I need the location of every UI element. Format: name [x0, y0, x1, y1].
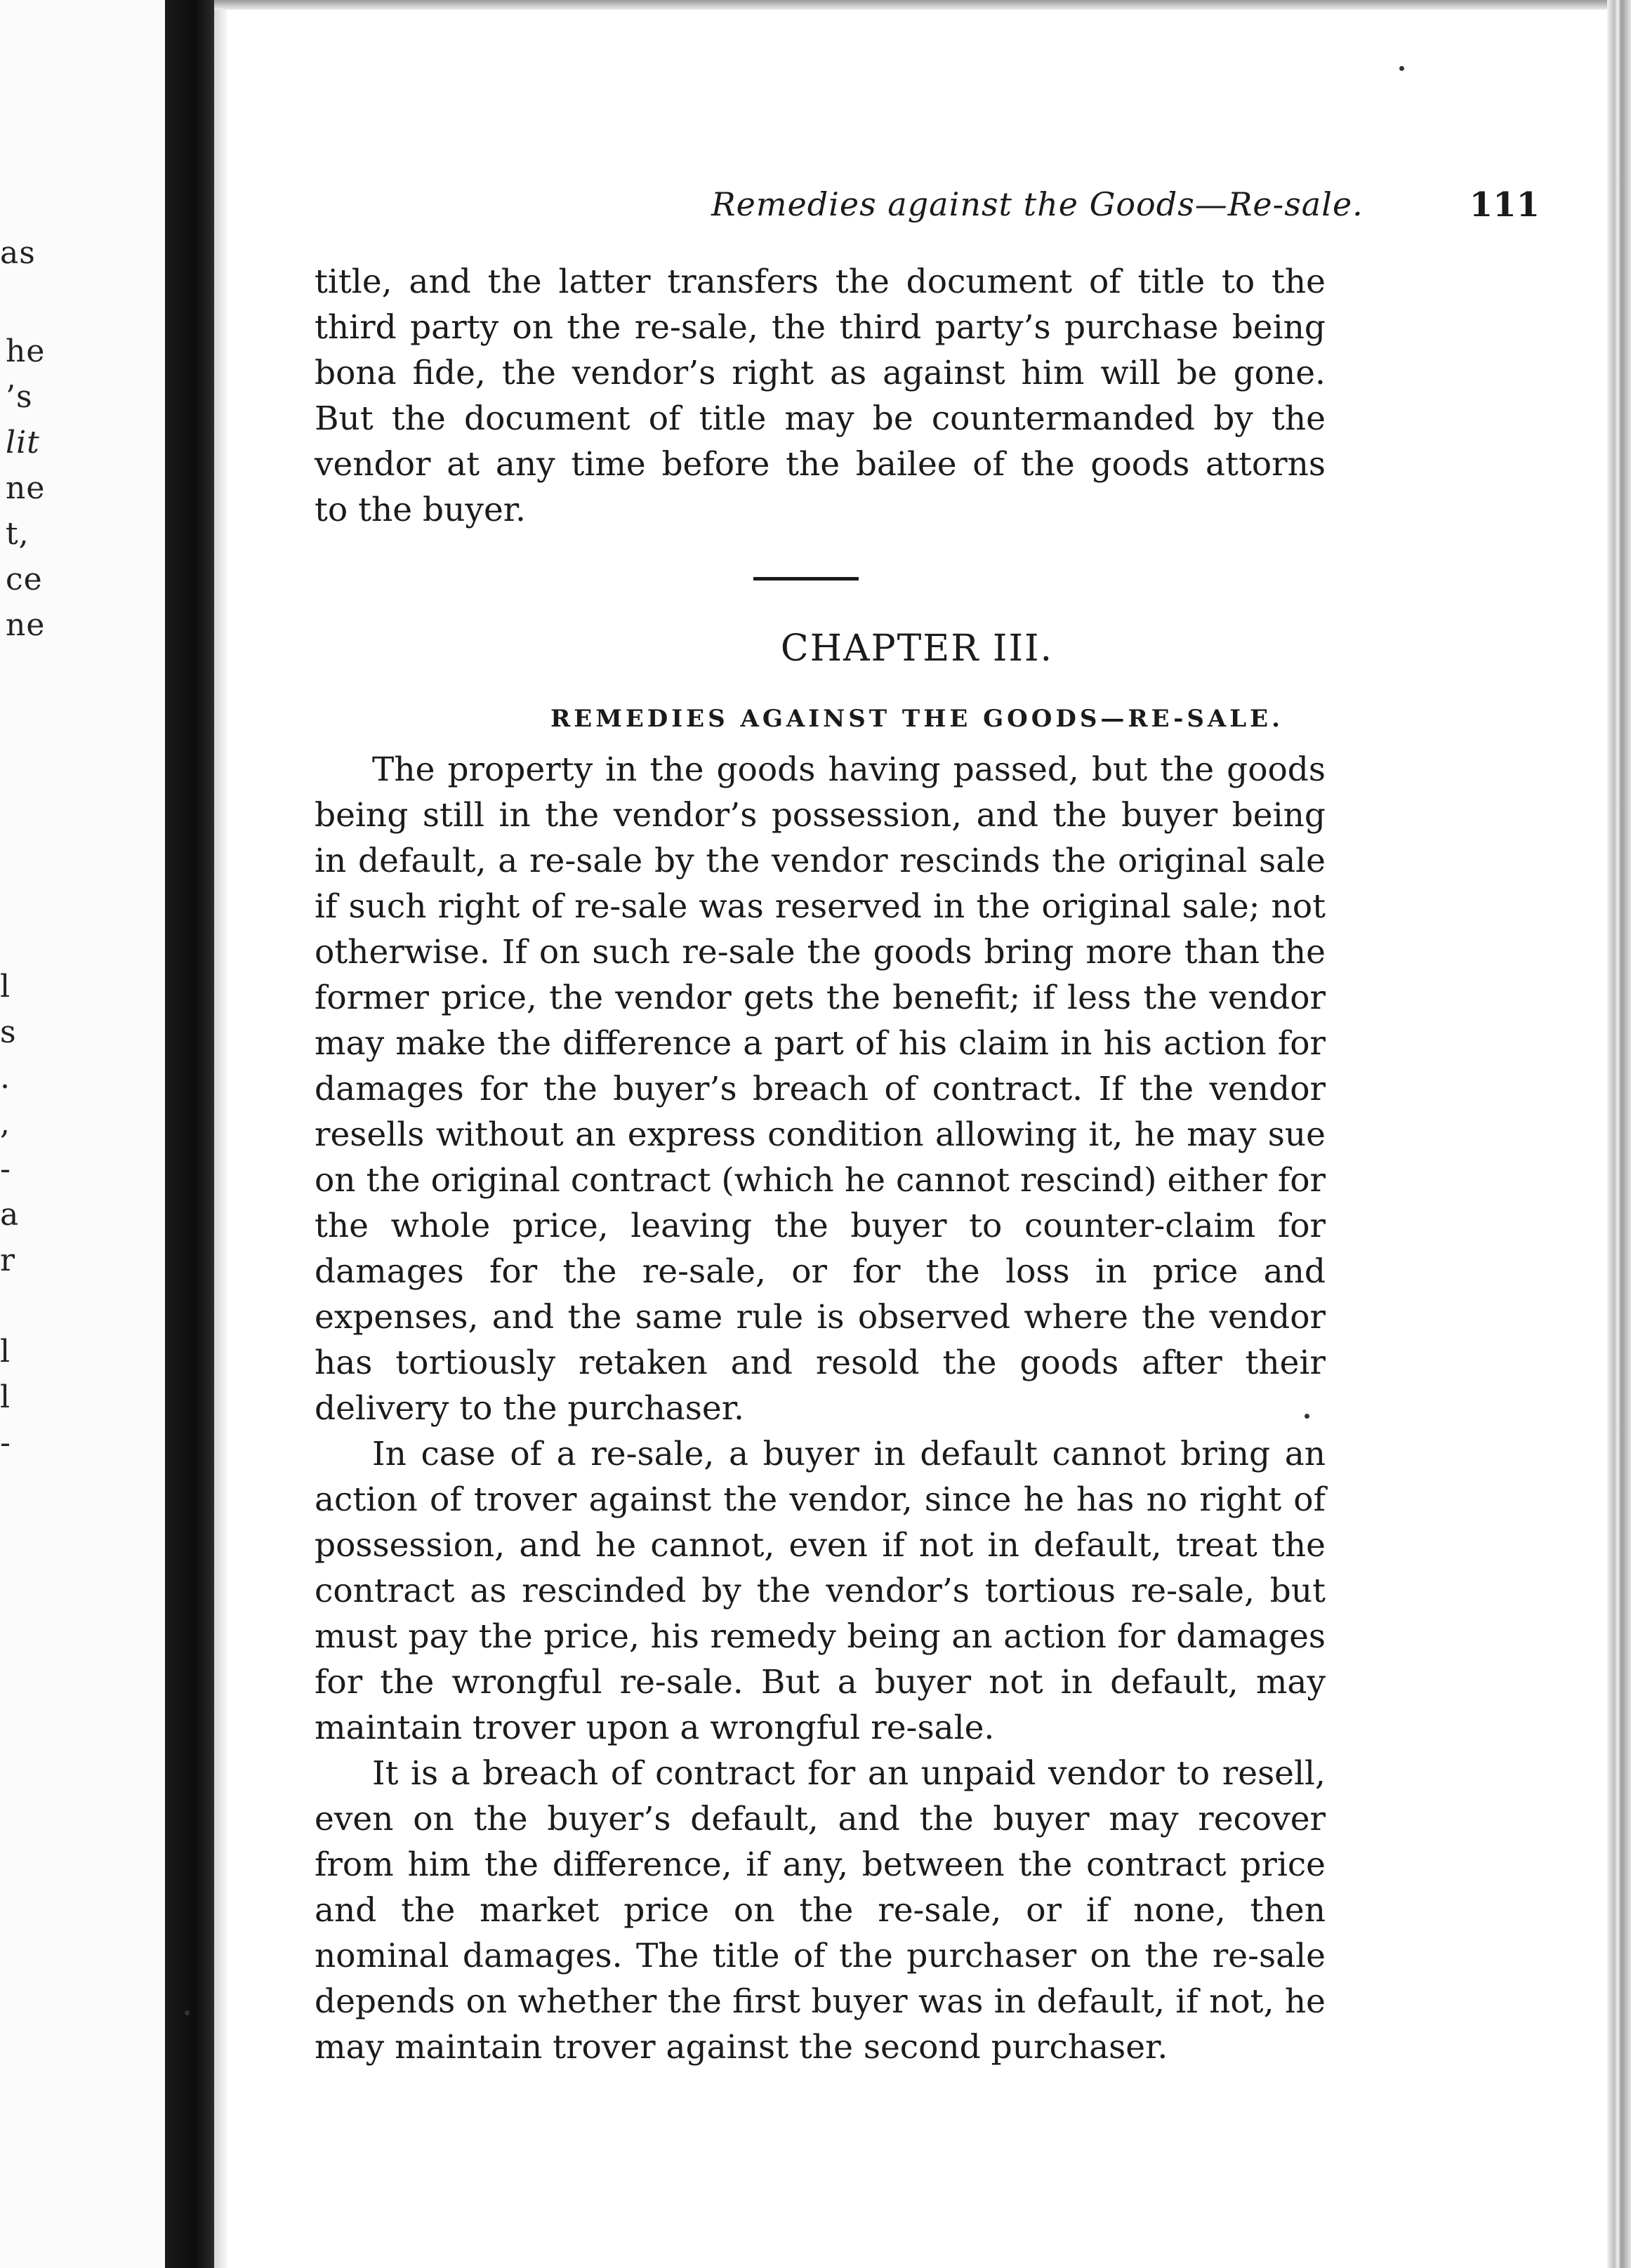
left-page-fragment: as [0, 235, 36, 271]
section-divider-rule [753, 577, 859, 581]
left-page-fragment: lit [6, 425, 40, 460]
left-page-fragment: ne [6, 470, 46, 506]
text-line: But the document of title may be countermanded by the [315, 399, 1326, 438]
left-page-fragment: s [0, 1014, 17, 1050]
running-head-title: Remedies against the Goods—Re-sale. [711, 185, 1363, 223]
text-line-content: bona fide, the vendor’s right as against him will be gone. [315, 354, 1326, 392]
body-paragraph: In case of a re-sale, a buyer in default cannot bring an action of trover against the vendor, since he has no right of possession, and he cannot, even if not in default, treat the contract as rescinded by the vendor’s tortious re-sale, but must pay the price, his remedy being an action for damages for the wrongful re-sale. But a buyer not in default, may maintain trover upon a wrongful re-sale. [315, 1435, 1326, 1747]
left-page-fragment: l [0, 1379, 11, 1415]
left-page-fragment: t, [6, 516, 29, 552]
left-page-fragment: he [6, 333, 46, 369]
left-page-fragment: ’s [6, 379, 33, 415]
page-speck [1399, 66, 1404, 71]
book-gutter-shadow [165, 0, 214, 2268]
left-page-fragment: - [0, 1151, 11, 1187]
text-line [315, 350, 1326, 396]
left-page-fragment: ne [6, 607, 46, 643]
left-page-fragment: ce [6, 562, 43, 597]
chapter-heading: CHAPTER III. [780, 628, 1054, 670]
left-page-fragment: a [0, 1197, 20, 1233]
chapter-body [315, 747, 1326, 2070]
book-page [227, 10, 1607, 2268]
left-page-fragment: r [0, 1242, 16, 1278]
left-page-fragment: l [0, 1334, 11, 1370]
running-head [458, 185, 1540, 241]
left-page-fragment: l [0, 969, 11, 1004]
page-edge [214, 0, 227, 2268]
text-line: vendor at any time before the bailee of the goods attorns [315, 445, 1326, 484]
right-page-edge [1607, 0, 1631, 2268]
left-page-fragment: . [0, 1060, 11, 1096]
body-paragraph: It is a breach of contract for an unpaid vendor to resell, even on the buyer’s default, and the buyer may recover from him the difference, if any, between the contract price and the market price on the re-sale, or if none, then nominal damages. The title of the purchaser on the re-sale depends on whether the first buyer was in default, if not, he may maintain trover against the second purchaser. [315, 1754, 1326, 2067]
continued-paragraph [315, 259, 1326, 533]
left-page-fragment: , [0, 1106, 11, 1141]
body-paragraph: The property in the goods having passed, but the goods being still in the vendor’s possession, and the buyer being in default, a re-sale by the vendor rescinds the original sale if such right of re-sale was reserved in the original sale; not otherwise. If on such re-sale the goods bring more than the former price, the vendor gets the benefit; if less the vendor may make the difference a part of his claim in his action for damages for the buyer’s breach of contract. If the vendor resells without an express condition allowing it, he may sue on the original contract (which he cannot rescind) either for the whole price, leaving the buyer to counter-claim for damages for the re-sale, or for the loss in price and expenses, and the same rule is observed where the vendor has tortiously retaken and resold the goods after their delivery to the purchaser. [315, 750, 1326, 1428]
top-page-edge [214, 0, 1631, 10]
text-line: title, and the latter transfers the document of title to the [315, 263, 1326, 301]
page-speck [185, 2010, 190, 2015]
text-line: third party on the re-sale, the third party’s purchase being [315, 308, 1326, 347]
left-facing-page [0, 0, 165, 2268]
text-line: to the buyer. [315, 491, 527, 529]
page-speck [1305, 1414, 1309, 1419]
left-page-fragment: - [0, 1425, 11, 1461]
page-number: 111 [1469, 185, 1540, 225]
chapter-subheading: REMEDIES AGAINST THE GOODS—RE-SALE. [550, 705, 1283, 733]
